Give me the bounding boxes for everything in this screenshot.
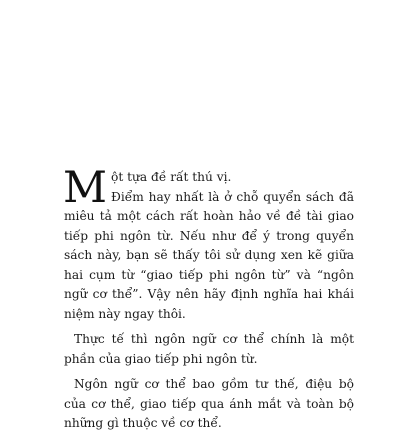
paragraph-1-body: Điểm hay nhất là ở chỗ quyển sách đã miêu tả một cách rất hoàn hảo về đề tài giao tiếp phi ngôn từ. Nếu như để ý trong quyển sách này, bạn sẽ thấy tôi sử dụng xen kẽ giữa hai cụm từ “giao tiếp phi ngôn từ” và “ngôn ngữ cơ thể”. Vậy nên hãy định nghĩa hai khái niệm này ngay thôi. <box>64 189 354 321</box>
paragraph-3: Ngôn ngữ cơ thể bao gồm tư thế, điệu bộ của cơ thể, giao tiếp qua ánh mắt và toàn bộ những gì thuộc về cơ thể. <box>64 377 354 430</box>
paragraph-1 <box>63 163 354 324</box>
paragraph-1-first-line: ột tựa đề rất thú vị. <box>111 170 232 184</box>
paragraph-2: Thực tế thì ngôn ngữ cơ thể chính là một phần của giao tiếp phi ngôn từ. <box>64 332 354 366</box>
page-text <box>63 163 354 434</box>
drop-cap: M <box>63 163 108 213</box>
